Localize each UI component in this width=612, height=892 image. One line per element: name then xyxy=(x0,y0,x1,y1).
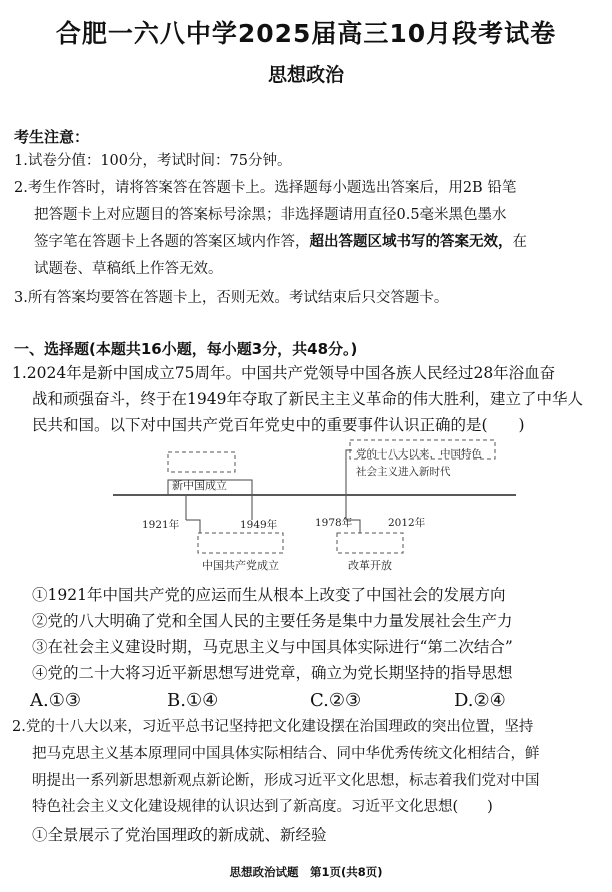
q2-statement-1: ①全景展示了党治国理政的新成就、新经验 xyxy=(32,826,327,844)
tick-label-2012: 2012年 xyxy=(388,517,426,529)
q1-stem-line-2: 战和顽强奋斗，终于在1949年夺取了新民主主义革命的伟大胜利，建立了中华人 xyxy=(32,390,583,408)
notice-item-2-line-4: 试题卷、草稿纸上作答无效。 xyxy=(34,261,223,277)
notice-item-2-line-3-part-a: 签字笔在答题卡上各题的答案区域内作答， xyxy=(34,234,310,250)
notice-item-3: 3.所有答案均要答在答题卡上，否则无效。考试结束后只交答题卡。 xyxy=(14,290,449,306)
notice-item-2-line-1: 2.考生作答时，请将答案答在答题卡上。选择题每小题选出答案后，用2B 铅笔 xyxy=(14,180,517,196)
blank-box-new-china xyxy=(168,452,235,472)
label-new-china: 新中国成立 xyxy=(172,479,227,492)
q1-statement-1: ①1921年中国共产党的应运而生从根本上改变了中国社会的发展方向 xyxy=(32,586,506,604)
notice-item-2-line-3-part-c: 在 xyxy=(512,234,527,250)
q1-option-b: B.①④ xyxy=(167,690,219,711)
exam-subject: 思想政治 xyxy=(267,64,344,86)
q1-option-c: C.②③ xyxy=(310,690,362,711)
q2-stem-line-4: 特色社会主义文化建设规律的认识达到了新高度。习近平文化思想( ) xyxy=(32,799,493,815)
timeline-diagram xyxy=(0,438,612,578)
q1-statement-2: ②党的八大明确了党和全国人民的主要任务是集中力量发展社会生产力 xyxy=(32,612,513,630)
exam-title: 合肥一六八中学2025届高三10月段考试卷 xyxy=(55,19,557,48)
tick-label-1978: 1978年 xyxy=(315,517,353,529)
blank-box-reform xyxy=(337,533,403,553)
q1-statement-4: ④党的二十大将习近平新思想写进党章，确立为党长期坚持的指导思想 xyxy=(32,664,513,682)
q1-option-a: A.①③ xyxy=(30,690,81,711)
tick-label-1949: 1949年 xyxy=(240,519,278,531)
label-18th-congress-line-1: 党的十八大以来，中国特色 xyxy=(356,448,482,460)
q1-stem-line-3: 民共和国。以下对中国共产党百年党史中的重要事件认识正确的是( ) xyxy=(32,416,525,434)
q2-stem-line-3: 明提出一系列新思想新观点新论断，形成习近平文化思想，标志着我们党对中国 xyxy=(32,773,540,789)
notice-item-2-line-3 xyxy=(34,235,527,250)
page-footer: 思想政治试题 第1页(共8页) xyxy=(229,865,383,879)
notice-heading: 考生注意： xyxy=(14,128,90,146)
label-18th-congress-line-2: 社会主义进入新时代 xyxy=(356,466,451,478)
q1-statement-3: ③在社会主义建设时期，马克思主义与中国具体实际进行“第二次结合” xyxy=(32,638,513,656)
q1-stem-line-1: 1.2024年是新中国成立75周年。中国共产党领导中国各族人民经过28年浴血奋 xyxy=(12,364,556,382)
q2-stem-line-1: 2.党的十八大以来，习近平总书记坚持把文化建设摆在治国理政的突出位置，坚持 xyxy=(12,719,534,735)
q1-option-d: D.②④ xyxy=(454,690,506,711)
notice-item-2-line-2: 把答题卡上对应题目的答案标号涂黑；非选择题请用直径0.5毫米黑色墨水 xyxy=(34,207,507,223)
section-heading: 一、选择题(本题共16小题，每小题3分，共48分。) xyxy=(14,340,358,358)
label-reform: 改革开放 xyxy=(348,559,392,572)
notice-bold-warning: 超出答题区域书写的答案无效， xyxy=(309,234,513,250)
notice-item-1: 1.试卷分值：100分，考试时间：75分钟。 xyxy=(14,153,292,169)
tick-label-1921: 1921年 xyxy=(142,519,180,531)
q2-stem-line-2: 把马克思主义基本原理同中国具体实际相结合、同中华优秀传统文化相结合，鲜 xyxy=(32,746,540,762)
blank-box-party-founded xyxy=(198,533,283,553)
label-party-founded: 中国共产党成立 xyxy=(202,559,279,572)
